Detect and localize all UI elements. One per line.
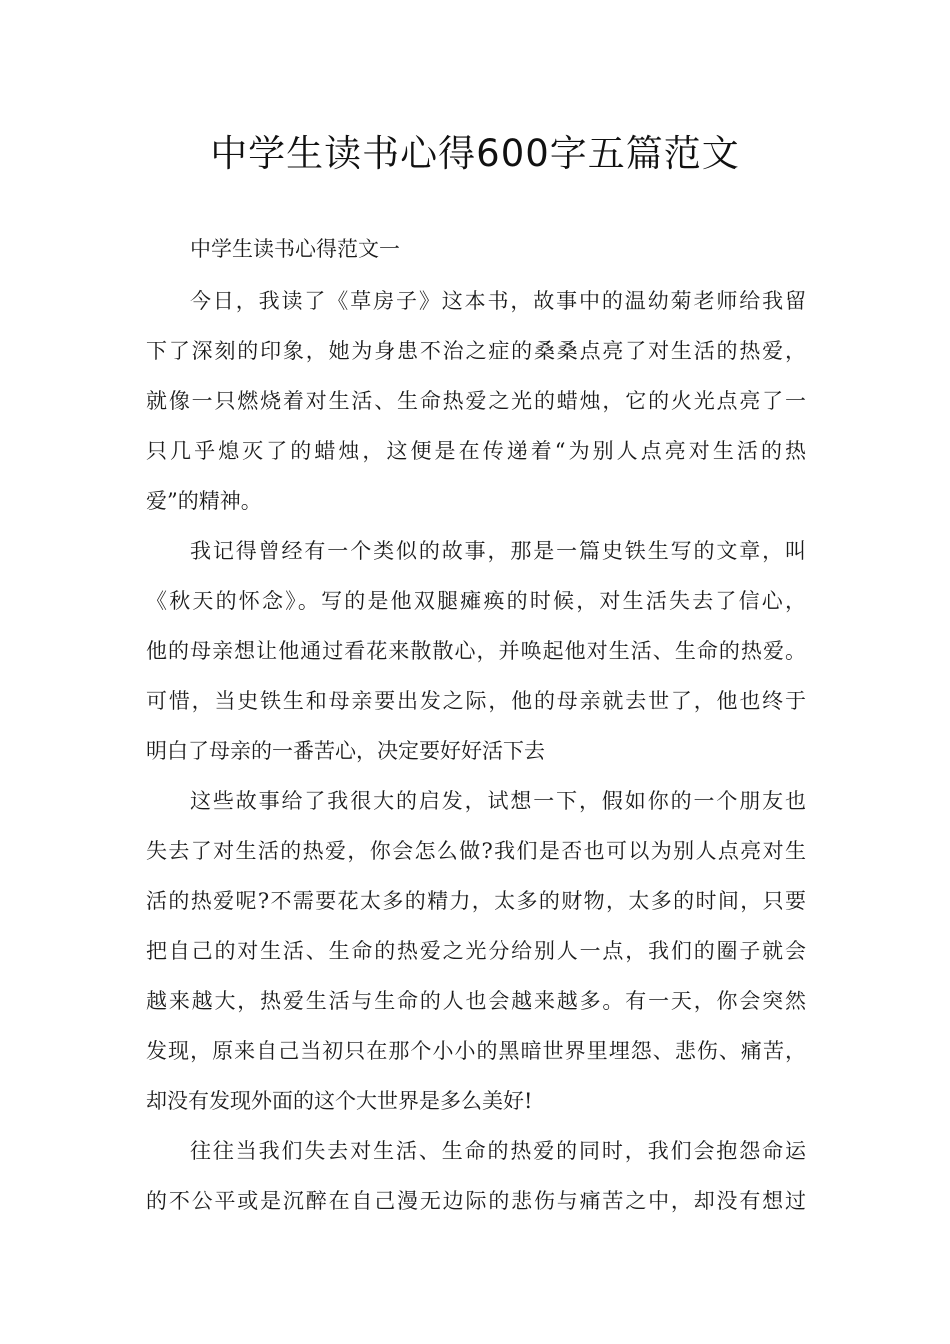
text-line: 却没有发现外面的这个大世界是多么美好!: [146, 1089, 533, 1113]
text-line: 往往当我们失去对生活、生命的热爱的同时，我们会抱怨命运: [190, 1139, 806, 1163]
text-line: 明白了母亲的一番苦心，决定要好好活下去: [146, 739, 545, 763]
text-line: 的不公平或是沉醉在自己漫无边际的悲伤与痛苦之中，却没有想过: [146, 1189, 806, 1213]
text-line: 就像一只燃烧着对生活、生命热爱之光的蜡烛，它的火光点亮了一: [146, 389, 806, 413]
text-line: 只几乎熄灭了的蜡烛，这便是在传递着“为别人点亮对生活的热: [146, 439, 806, 463]
section-heading: 中学生读书心得范文一: [190, 237, 400, 261]
text-line: 发现，原来自己当初只在那个小小的黑暗世界里埋怨、悲伤、痛苦，: [146, 1039, 806, 1063]
text-line: 今日，我读了《草房子》这本书，故事中的温幼菊老师给我留: [190, 289, 806, 313]
text-line: 他的母亲想让他通过看花来散散心，并唤起他对生活、生命的热爱。: [146, 639, 806, 663]
text-line: 我记得曾经有一个类似的故事，那是一篇史铁生写的文章，叫: [190, 539, 806, 563]
text-line: 活的热爱呢?不需要花太多的精力，太多的财物，太多的时间，只要: [146, 889, 806, 913]
text-line: 越来越大，热爱生活与生命的人也会越来越多。有一天，你会突然: [146, 989, 806, 1013]
text-line: 可惜，当史铁生和母亲要出发之际，他的母亲就去世了，他也终于: [146, 689, 806, 713]
text-line: 把自己的对生活、生命的热爱之光分给别人一点，我们的圈子就会: [146, 939, 806, 963]
text-line: 这些故事给了我很大的启发，试想一下，假如你的一个朋友也: [190, 789, 806, 813]
text-line: 爱”的精神。: [146, 489, 262, 513]
text-line: 《秋天的怀念》。写的是他双腿瘫痪的时候，对生活失去了信心，: [146, 589, 806, 613]
text-line: 下了深刻的印象，她为身患不治之症的桑桑点亮了对生活的热爱，: [146, 339, 806, 363]
text-line: 失去了对生活的热爱，你会怎么做?我们是否也可以为别人点亮对生: [146, 839, 806, 863]
document-title: 中学生读书心得600字五篇范文: [210, 132, 740, 175]
